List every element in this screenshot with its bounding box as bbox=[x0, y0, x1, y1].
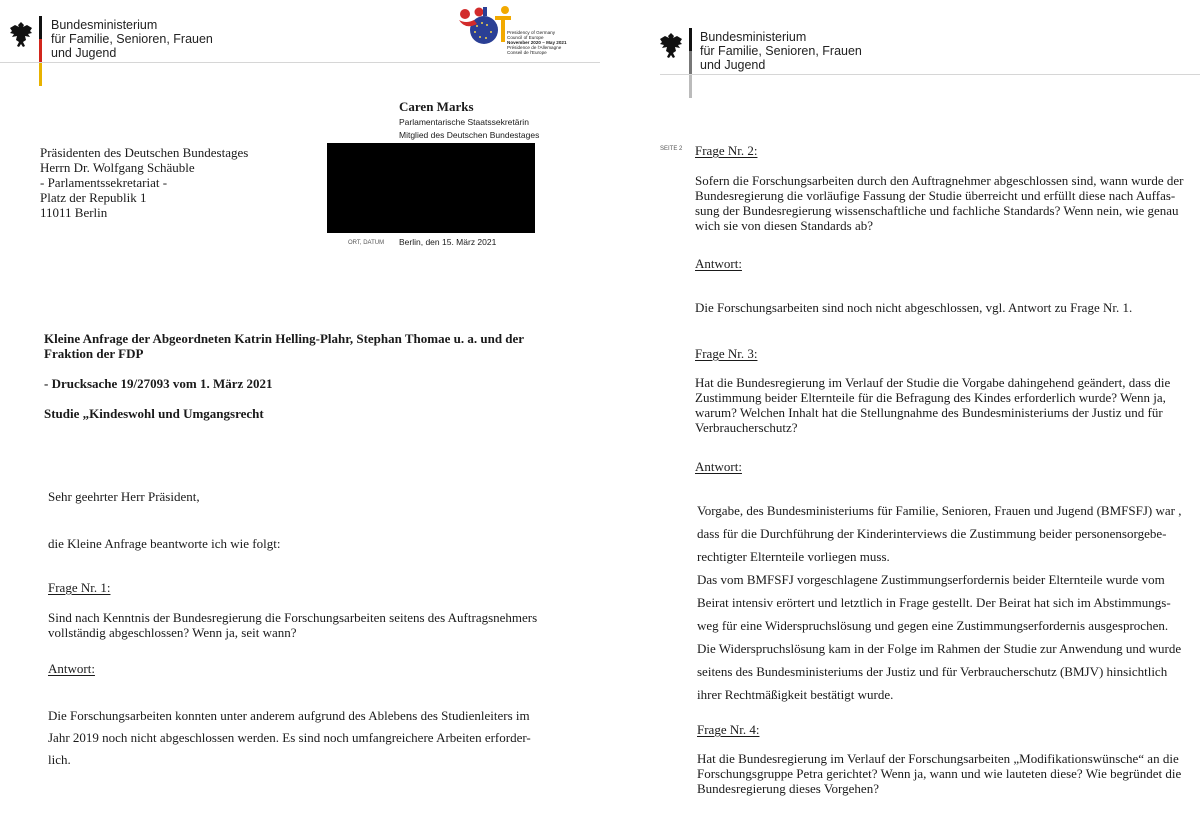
flag-bar bbox=[689, 28, 692, 98]
question-2-text: Bundesregierung die vorläufige Fassung der Studie überreicht und erfüllt diese nach Auffas- bbox=[695, 188, 1176, 203]
federal-eagle-icon bbox=[8, 20, 34, 50]
answer-2-text: Die Forschungsarbeiten sind noch nicht abgeschlossen, vgl. Antwort zu Frage Nr. 1. bbox=[695, 300, 1133, 315]
question-4-text: Forschungsgruppe Petra gerichtet? Wenn ja, wann und wie lauteten diese? Wie begründet die bbox=[697, 766, 1182, 781]
question-4-text: Hat die Bundesregierung im Verlauf der Forschungsarbeiten „Modifikationswünsche“ an die bbox=[697, 751, 1179, 766]
header-rule bbox=[660, 74, 1200, 75]
question-3-label: Frage Nr. 3: bbox=[695, 346, 758, 361]
page-number: SEITE 2 bbox=[660, 146, 683, 152]
answer-1-text: lich. bbox=[48, 752, 71, 767]
recipient-line: 11011 Berlin bbox=[40, 205, 108, 220]
recipient-line: - Parlamentssekretariat - bbox=[40, 175, 168, 190]
presidency-logo-text: Presidency of Germany Council of Europe November 2020 – May 2021 Présidence de l'Allemagne Conseil de l'Europe bbox=[507, 30, 567, 55]
question-4-label: Frage Nr. 4: bbox=[697, 722, 760, 737]
flag-bar bbox=[39, 16, 42, 86]
question-1-text: vollständig abgeschlossen? Wenn ja, seit wann? bbox=[48, 625, 297, 640]
question-2-text: wich sie von diesen Standards ab? bbox=[695, 218, 873, 233]
ministry-name: Bundesministerium für Familie, Senioren, Frauen und Jugend bbox=[51, 18, 213, 60]
place-date: Berlin, den 15. März 2021 bbox=[399, 237, 497, 247]
answer-3-text: ihrer Rechtmäßigkeit bestätigt wurde. bbox=[697, 687, 894, 702]
salutation: Sehr geehrter Herr Präsident, bbox=[48, 489, 200, 504]
subject-line: Kleine Anfrage der Abgeordneten Katrin Helling-Plahr, Stephan Thomae u. a. und der bbox=[44, 331, 525, 346]
answer-3-text: rechtigter Elternteile vorliegen muss. bbox=[697, 549, 890, 564]
intro-text: die Kleine Anfrage beantworte ich wie folgt: bbox=[48, 536, 281, 551]
drucksache: - Drucksache 19/27093 vom 1. März 2021 bbox=[44, 376, 273, 391]
question-1-label: Frage Nr. 1: bbox=[48, 580, 111, 595]
sender-name: Caren Marks bbox=[399, 99, 474, 114]
sender-title: Parlamentarische Staatssekretärin bbox=[399, 117, 529, 127]
answer-3-text: dass für die Durchführung der Kinderinterviews die Zustimmung beider personensorgebe- bbox=[697, 526, 1167, 541]
answer-2-label: Antwort: bbox=[695, 256, 742, 271]
recipient-line: Herrn Dr. Wolfgang Schäuble bbox=[40, 160, 195, 175]
question-2-text: sung der Bundesregierung wissenschaftliche und fachliche Standards? Wenn nein, wie genau bbox=[695, 203, 1179, 218]
letter-page-2 bbox=[600, 0, 1200, 823]
answer-3-text: Vorgabe, des Bundesministeriums für Familie, Senioren, Frauen und Jugend (BMFSFJ) war , bbox=[697, 503, 1182, 518]
answer-3-text: weg für eine Widerspruchslösung und gegen eine Zustimmungserfordernis ausgesprochen. bbox=[697, 618, 1169, 633]
redacted-block bbox=[327, 143, 535, 233]
question-3-text: Zustimmung beider Elternteile für die Befragung des Kindes erforderlich wurde? Wenn ja, bbox=[695, 390, 1166, 405]
answer-1-text: Jahr 2019 noch nicht abgeschlossen werden. Es sind noch umfangreichere Arbeiten erforder- bbox=[48, 730, 531, 745]
question-2-text: Sofern die Forschungsarbeiten durch den Auftragnehmer abgeschlossen sind, wann wurde der bbox=[695, 173, 1184, 188]
recipient-line: Präsidenten des Deutschen Bundestages bbox=[40, 145, 249, 160]
answer-1-text: Die Forschungsarbeiten konnten unter anderem aufgrund des Ablebens des Studienleiters im bbox=[48, 708, 530, 723]
question-4-text: Bundesregierung dieses Vorgehen? bbox=[697, 781, 879, 796]
presidency-logo-icon bbox=[455, 4, 511, 52]
place-date-label: ORT, DATUM bbox=[348, 240, 385, 246]
question-3-text: Verbraucherschutz? bbox=[695, 420, 798, 435]
recipient-line: Platz der Republik 1 bbox=[40, 190, 147, 205]
answer-3-text: seitens des Bundesministeriums der Justiz und für Verbraucherschutz (BMJV) hinsichtlich bbox=[697, 664, 1168, 679]
question-2-label: Frage Nr. 2: bbox=[695, 143, 758, 158]
answer-3-text: Das vom BMFSFJ vorgeschlagene Zustimmungserfordernis beider Elternteile wurde vom bbox=[697, 572, 1165, 587]
question-1-text: Sind nach Kenntnis der Bundesregierung die Forschungsarbeiten seitens des Auftragsnehmers bbox=[48, 610, 538, 625]
question-3-text: warum? Welchen Inhalt hat die Stellungnahme des Bundesministeriums der Justiz und für bbox=[695, 405, 1163, 420]
federal-eagle-icon bbox=[658, 31, 684, 61]
sender-subtitle: Mitglied des Deutschen Bundestages bbox=[399, 130, 540, 140]
answer-1-label: Antwort: bbox=[48, 661, 95, 676]
answer-3-text: Beirat intensiv erörtert und letztlich in Frage gestellt. Der Beirat hat sich im Abstimmungs- bbox=[697, 595, 1171, 610]
question-3-text: Hat die Bundesregierung im Verlauf der Studie die Vorgabe dahingehend geändert, dass die bbox=[695, 375, 1171, 390]
ministry-name: Bundesministerium für Familie, Senioren, Frauen und Jugend bbox=[700, 30, 862, 72]
study-title: Studie „Kindeswohl und Umgangsrecht bbox=[44, 406, 264, 421]
subject-line: Fraktion der FDP bbox=[44, 346, 144, 361]
header-rule bbox=[0, 62, 600, 63]
answer-3-text: Die Widerspruchslösung kam in der Folge im Rahmen der Studie zur Anwendung und wurde bbox=[697, 641, 1182, 656]
answer-3-label: Antwort: bbox=[695, 459, 742, 474]
